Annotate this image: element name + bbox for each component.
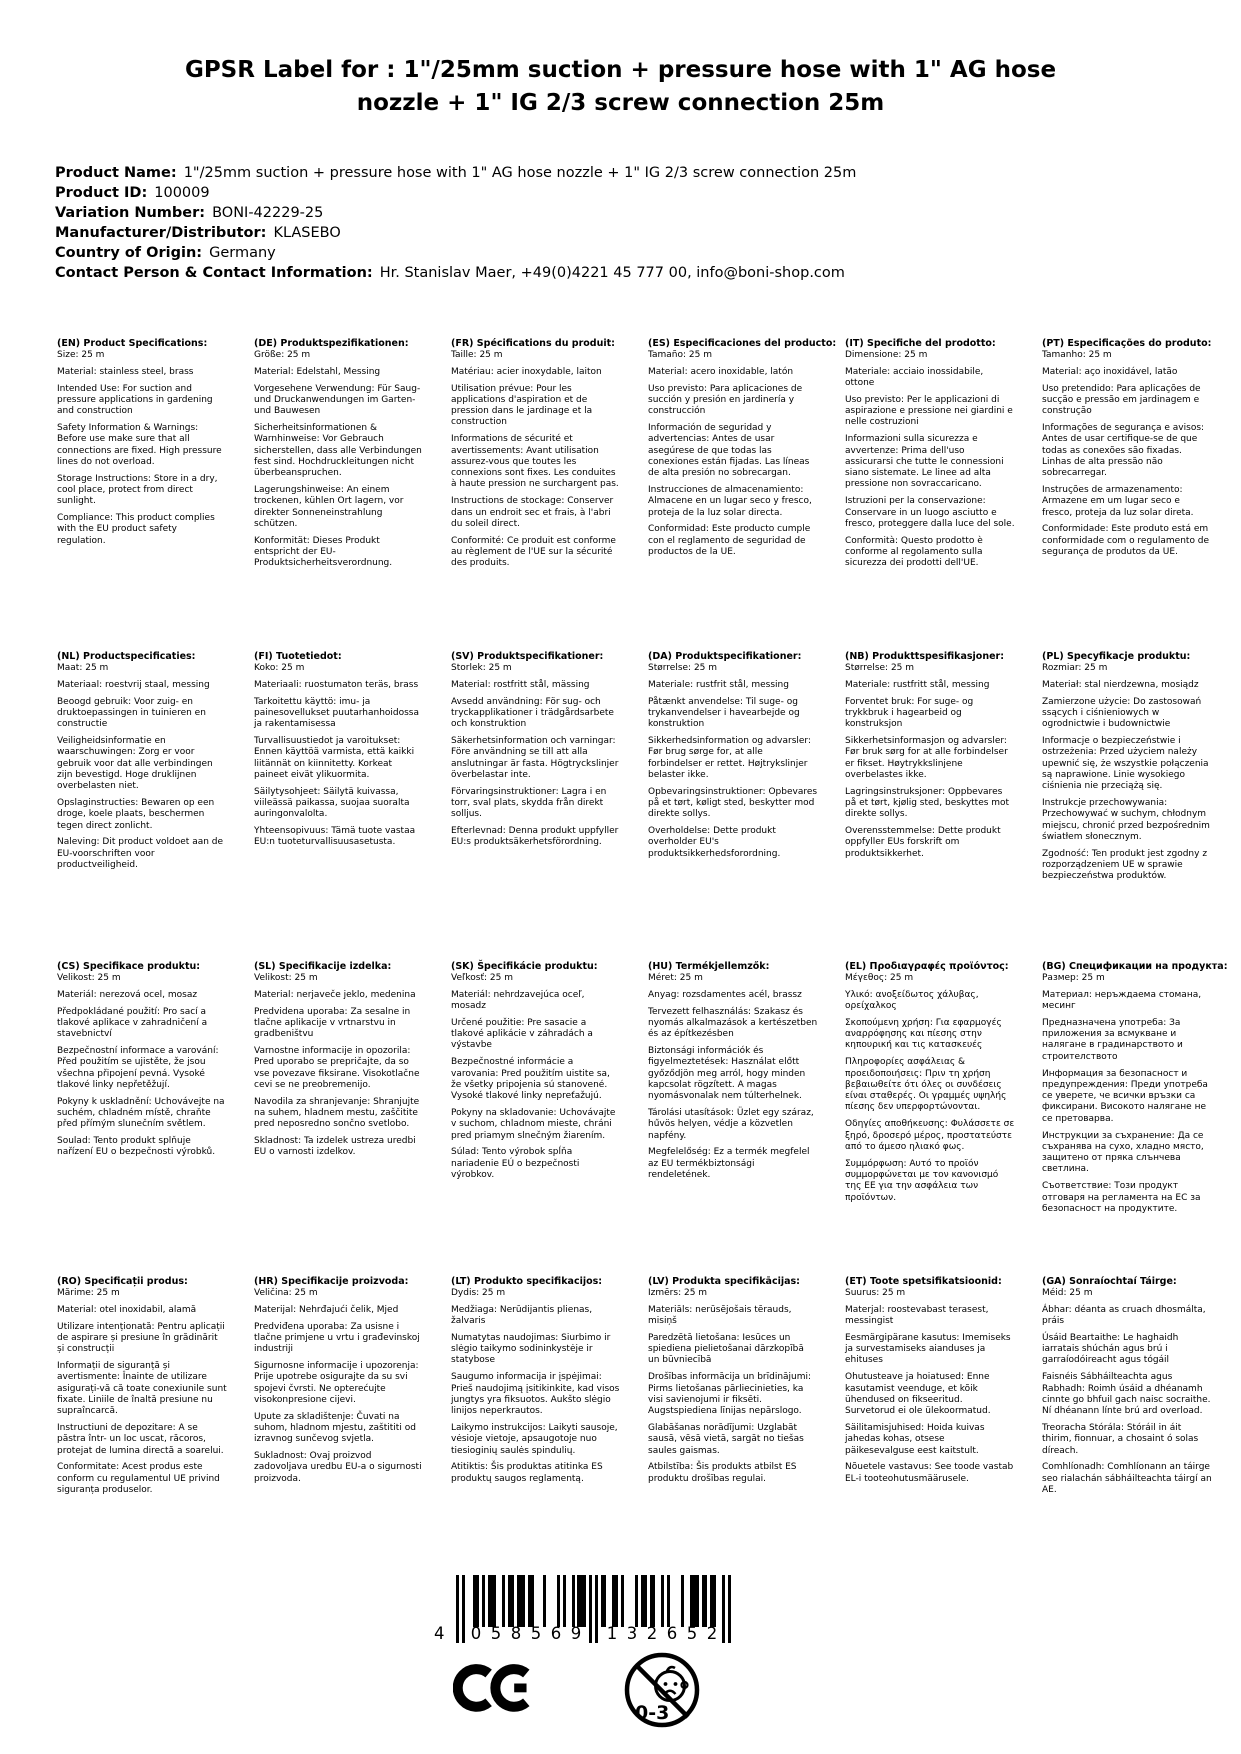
spec-paragraph: Conformidade: Este produto está em conformidade com o regulamento de segurança de produtos da UE. — [1042, 524, 1210, 557]
spec-block-header: (EN) Product Specifications: — [57, 338, 208, 349]
spec-block-header: (PL) Specyfikacje produktu: — [1042, 651, 1191, 662]
spec-paragraph: Conformité: Ce produit est conforme au règlement de l'UE sur la sécurité des produits. — [451, 535, 616, 569]
spec-block-header: (HR) Specifikacije proizvoda: — [254, 1276, 409, 1287]
spec-block-header: (DA) Produktspecifikationer: — [648, 651, 802, 662]
product-field-label: Contact Person & Contact Information: — [55, 265, 373, 281]
spec-paragraph: Atitiktis: Šis produktas atitinka ES produktų saugos reglamentą. — [451, 1462, 603, 1484]
spec-paragraph: Съответствие: Този продукт отговаря на регламента на ЕС за безопасност на продуктите. — [1042, 1181, 1201, 1214]
product-field-row-1 — [55, 183, 856, 203]
spec-row-3 — [57, 961, 1228, 1221]
spec-block-header: (ES) Especificaciones del producto: — [648, 338, 837, 349]
spec-paragraph: Materiał: stal nierdzewna, mosiądz — [1042, 679, 1199, 690]
spec-block-sk — [451, 961, 621, 1221]
spec-paragraph: Koko: 25 m — [254, 663, 305, 673]
spec-paragraph: Μέγεθος: 25 m — [845, 973, 914, 983]
spec-paragraph: Utilizare intenționată: Pentru aplicații de aspirare și presiune în grădinărit și construcții — [57, 1321, 225, 1355]
product-field-row-4 — [55, 243, 856, 263]
spec-paragraph: Materiale: rustfrit stål, messing — [648, 679, 789, 690]
spec-paragraph: Instrukcje przechowywania: Przechowywać w suchym, chłodnym miejscu, chronić przed bezpośrednim światłem słonecznym. — [1042, 797, 1210, 842]
product-field-row-0 — [55, 163, 856, 183]
spec-paragraph: Materiaal: roestvrij staal, messing — [57, 679, 210, 690]
spec-paragraph: Turvallisuustiedot ja varoitukset: Ennen käyttöä varmista, että kaikki liitännät on kiinnitetty. Korkeat paineet eivät ylikuormita. — [254, 735, 415, 780]
spec-paragraph: Izmērs: 25 m — [648, 1288, 708, 1298]
spec-paragraph: Compliance: This product complies with the EU product safety regulation. — [57, 513, 215, 546]
product-field-label: Product ID: — [55, 185, 148, 201]
spec-block-pt — [1042, 338, 1212, 575]
spec-paragraph: Størrelse: 25 m — [845, 663, 915, 673]
spec-paragraph: Safety Information & Warnings: Before use make sure that all connections are fixed. High pressure lines do not overload. — [57, 422, 222, 467]
spec-paragraph: Størrelse: 25 m — [648, 663, 718, 673]
spec-block-fi — [254, 651, 424, 888]
age-warning-svg — [623, 1651, 701, 1729]
spec-block-pl — [1042, 651, 1212, 888]
spec-paragraph: Ohutusteave ja hoiatused: Enne kasutamist veenduge, et kõik ühendused on fikseeritud. Survetorud ei ole ülekoormatud. — [845, 1372, 991, 1417]
spec-paragraph: Uso previsto: Per le applicazioni di aspirazione e pressione nei giardini e nelle costruzioni — [845, 394, 1013, 428]
product-field-label: Variation Number: — [55, 205, 206, 221]
spec-block-header: (SL) Specifikacije izdelka: — [254, 961, 392, 972]
spec-paragraph: Informations de sécurité et avertissements: Avant utilisation assurez-vous que toutes les connexions sont fixes. Les conduites à haute pression ne surchargent pas. — [451, 434, 619, 490]
ce-mark-svg — [453, 1662, 533, 1745]
product-field-value: Hr. Stanislav Maer, +49(0)4221 45 777 00, info@boni-shop.com — [379, 265, 845, 281]
spec-block-ro — [57, 1276, 227, 1502]
barcode-digit: 5 — [490, 1624, 502, 1643]
spec-block-sl — [254, 961, 424, 1221]
spec-paragraph: Uso previsto: Para aplicaciones de succión y presión en jardinería y construcción — [648, 383, 803, 417]
spec-paragraph: Eesmärgipärane kasutus: Imemiseks ja survestamiseks aianduses ja ehituses — [845, 1332, 1011, 1366]
spec-paragraph: Material: aço inoxidável, latão — [1042, 366, 1178, 377]
page-title — [0, 54, 1241, 120]
spec-block-header: (FI) Tuotetiedot: — [254, 651, 342, 662]
spec-block-es — [648, 338, 837, 575]
spec-block-it — [845, 338, 1015, 575]
spec-paragraph: Instrucciones de almacenamiento: Almacene en un lugar seco y fresco, proteja de la luz solar directa. — [648, 484, 812, 518]
barcode-digit: 1 — [606, 1624, 618, 1643]
spec-paragraph: Rozmiar: 25 m — [1042, 663, 1108, 673]
spec-paragraph: Medžiaga: Nerūdijantis plienas, žalvaris — [451, 1304, 593, 1327]
product-field-row-5 — [55, 263, 856, 283]
spec-paragraph: Varnostne informacije in opozorila: Pred uporabo se prepričajte, da so vse povezave fiksirane. Visokotlačne cevi se ne preobremenijo. — [254, 1045, 420, 1090]
spec-paragraph: Conformità: Questo prodotto è conforme al regolamento sulla sicurezza dei prodotti dell'UE. — [845, 535, 983, 569]
spec-paragraph: Opbevaringsinstruktioner: Opbevares på et tørt, køligt sted, beskytter mod direkte sollys. — [648, 786, 818, 820]
spec-paragraph: Instruções de armazenamento: Armazene em um lugar seco e fresco, proteja da luz solar direta. — [1042, 484, 1194, 518]
spec-paragraph: Materiaali: ruostumaton teräs, brass — [254, 679, 419, 690]
spec-paragraph: Intended Use: For suction and pressure applications in gardening and construction — [57, 383, 213, 417]
spec-paragraph: Suurus: 25 m — [845, 1288, 906, 1298]
spec-paragraph: Předpokládané použití: Pro sací a tlakové aplikace v zahradničení a stavebnictví — [57, 1006, 208, 1040]
spec-paragraph: Matériau: acier inoxydable, laiton — [451, 366, 602, 377]
spec-paragraph: Material: nerjaveče jeklo, medenina — [254, 989, 416, 1000]
spec-block-hu — [648, 961, 818, 1221]
spec-block-header: (HU) Termékjellemzők: — [648, 961, 770, 972]
spec-paragraph: Storlek: 25 m — [451, 663, 512, 673]
barcode-digit: 0 — [470, 1624, 482, 1643]
spec-paragraph: Atbilstība: Šis produkts atbilst ES produktu drošības regulai. — [648, 1462, 797, 1484]
spec-paragraph: Ábhar: déanta as cruach dhosmálta, práis — [1042, 1304, 1206, 1327]
spec-block-nl — [57, 651, 227, 888]
spec-paragraph: Méret: 25 m — [648, 973, 703, 983]
spec-paragraph: Υλικό: ανοξείδωτος χάλυβας, ορείχαλκος — [845, 989, 979, 1012]
spec-paragraph: Предназначена употреба: За приложения за всмукване и налягане в градинарството и строителството — [1042, 1017, 1183, 1062]
spec-paragraph: Konformität: Dieses Produkt entspricht der EU-Produktsicherheitsverordnung. — [254, 535, 393, 569]
spec-paragraph: Σκοπούμενη χρήση: Για εφαρμογές αναρρόφησης και πίεσης στην κηπουρική και τις κατασκευές — [845, 1017, 1002, 1051]
spec-paragraph: Overensstemmelse: Dette produkt oppfyller EUs forskrift om produktsikkerhet. — [845, 826, 1001, 859]
spec-paragraph: Πληροφορίες ασφάλειας & προειδοποιήσεις: Πριν τη χρήση βεβαιωθείτε ότι όλες οι συνδέσεις είναι σταθερές. Οι γραμμές υψηλής πίεσης δεν υπερφορτώνονται. — [845, 1057, 1007, 1113]
spec-paragraph: Tamanho: 25 m — [1042, 350, 1112, 360]
age-warning-0-3-icon — [623, 1651, 701, 1733]
spec-paragraph: Förvaringsinstruktioner: Lagra i en torr, sval plats, skydda från direkt solljus. — [451, 786, 607, 820]
spec-paragraph: Opslaginstructies: Bewaren op een droge, koele plaats, beschermen tegen direct zonlicht. — [57, 797, 215, 831]
spec-paragraph: Sukladnost: Ovaj proizvod zadovoljava uredbu EU-a o sigurnosti proizvoda. — [254, 1451, 422, 1484]
spec-paragraph: Zgodność: Ten produkt jest zgodny z rozporządzeniem UE w sprawie bezpieczeństwa produktów. — [1042, 848, 1208, 882]
spec-paragraph: Comhlíonadh: Comhlíonann an táirge seo rialachán sábháilteachta táirgí an AE. — [1042, 1462, 1212, 1495]
spec-paragraph: Инструкции за съхранение: Да се съхранява на сухо, хладно място, защитено от пряка слънчева светлина. — [1042, 1130, 1204, 1175]
spec-block-header: (ET) Toote spetsifikatsioonid: — [845, 1276, 1002, 1287]
spec-block-hr — [254, 1276, 424, 1502]
spec-paragraph: Veličina: 25 m — [254, 1288, 318, 1298]
spec-paragraph: Avsedd användning: För sug- och tryckapplikationer i trädgårdsarbete och konstruktion — [451, 696, 614, 730]
spec-paragraph: Material: Edelstahl, Messing — [254, 366, 381, 377]
spec-paragraph: Drošības informācija un brīdinājumi: Pirms lietošanas pārliecinieties, ka visi savienojumi ir fiksēti. Augstspiediena līnijas nepārslogo. — [648, 1372, 812, 1417]
spec-row-4 — [57, 1276, 1212, 1502]
product-field-value: BONI-42229-25 — [212, 205, 324, 221]
spec-block-cs — [57, 961, 227, 1221]
spec-paragraph: Maat: 25 m — [57, 663, 109, 673]
spec-block-header: (PT) Especificações do produto: — [1042, 338, 1212, 349]
spec-paragraph: Laikymo instrukcijos: Laikyti sausoje, vėsioje vietoje, apsaugotoje nuo tiesioginių saulės spindulių. — [451, 1422, 618, 1456]
page-title-line2: nozzle + 1" IG 2/3 screw connection 25m — [356, 90, 885, 116]
ce-mark-icon — [453, 1662, 533, 1749]
spec-block-header: (LT) Produkto specifikacijos: — [451, 1276, 603, 1287]
spec-paragraph: Velikost: 25 m — [254, 973, 318, 983]
spec-paragraph: Instructiuni de depozitare: A se păstra într- un loc uscat, răcoros, protejat de lumina directă a soarelui. — [57, 1422, 224, 1456]
spec-paragraph: Sicherheitsinformationen & Warnhinweise: Vor Gebrauch sicherstellen, dass alle Verbindungen fest sind. Hochdruckleitungen nicht überbeanspruchen. — [254, 422, 422, 479]
spec-paragraph: Anyag: rozsdamentes acél, brassz — [648, 989, 802, 1000]
spec-paragraph: Utilisation prévue: Pour les applications d'aspiration et de pression dans le jardinage et la construction — [451, 383, 593, 428]
spec-paragraph: Materiāls: nerūsējošais tērauds, misiņš — [648, 1304, 792, 1327]
product-field-label: Manufacturer/Distributor: — [55, 225, 267, 241]
spec-paragraph: Méid: 25 m — [1042, 1288, 1093, 1298]
spec-block-nb — [845, 651, 1015, 888]
spec-paragraph: Saugumo informacija ir įspėjimai: Prieš naudojimą įsitikinkite, kad visos jungtys yra fiksuotos. Aukšto slėgio linijos neperkrautos. — [451, 1372, 620, 1417]
spec-block-header: (GA) Sonraíochtaí Táirge: — [1042, 1276, 1177, 1287]
spec-paragraph: Taille: 25 m — [451, 350, 503, 360]
spec-block-el — [845, 961, 1015, 1221]
spec-paragraph: Velikost: 25 m — [57, 973, 121, 983]
spec-row-2 — [57, 651, 1212, 888]
spec-paragraph: Vorgesehene Verwendung: Für Saug- und Druckanwendungen im Garten- und Bauwesen — [254, 383, 421, 417]
spec-paragraph: Материал: неръждаема стомана, месинг — [1042, 989, 1202, 1012]
spec-paragraph: Zamierzone użycie: Do zastosowań ssących i ciśnieniowych w ogrodnictwie i budownictwie — [1042, 696, 1202, 730]
spec-paragraph: Overholdelse: Dette produkt overholder EU's produktsikkerhedsforordning. — [648, 826, 781, 859]
spec-paragraph: Materiale: rustfritt stål, messing — [845, 679, 990, 690]
spec-paragraph: Skladnost: Ta izdelek ustreza uredbi EU o varnosti izdelkov. — [254, 1136, 416, 1158]
spec-paragraph: Tárolási utasítások: Üzlet egy száraz, hűvös helyen, védje a közvetlen napfény. — [648, 1107, 814, 1141]
spec-paragraph: Tamaño: 25 m — [648, 350, 712, 360]
spec-block-en — [57, 338, 227, 575]
spec-paragraph: Размер: 25 m — [1042, 973, 1105, 983]
spec-block-header: (BG) Спецификации на продукта: — [1042, 961, 1228, 972]
barcode-right-digits — [602, 1625, 722, 1643]
spec-paragraph: Materiál: nerezová ocel, mosaz — [57, 989, 198, 1000]
barcode-left-digits — [466, 1625, 586, 1643]
spec-paragraph: Yhteensopivuus: Tämä tuote vastaa EU:n tuoteturvallisuusasetusta. — [254, 826, 416, 848]
spec-paragraph: Sikkerhetsinformasjon og advarsler: Før bruk sørg for at alle forbindelser er fikset. Høytrykkslinjene overbelastes ikke. — [845, 735, 1008, 780]
product-field-value: 1"/25mm suction + pressure hose with 1" AG hose nozzle + 1" IG 2/3 screw connection 25m — [183, 165, 857, 181]
spec-paragraph: Nõuetele vastavus: See toode vastab EL-i tooteohutusmäärusele. — [845, 1462, 1014, 1484]
spec-paragraph: Material: otel inoxidabil, alamă — [57, 1304, 197, 1315]
product-info-block — [55, 163, 856, 283]
spec-block-header: (SV) Produktspecifikationer: — [451, 651, 604, 662]
spec-block-header: (LV) Produkta specifikācijas: — [648, 1276, 800, 1287]
product-field-value: 100009 — [154, 185, 210, 201]
barcode-digit: 6 — [666, 1624, 678, 1643]
barcode-digit: 5 — [530, 1624, 542, 1643]
spec-block-header: (CS) Specifikace produktu: — [57, 961, 201, 972]
spec-block-header: (NL) Productspecificaties: — [57, 651, 196, 662]
spec-paragraph: Upute za skladištenje: Čuvati na suhom, hladnom mjestu, zaštititi od izravnog sunčevog svjetla. — [254, 1411, 416, 1445]
spec-block-header: (SK) Špecifikácie produktu: — [451, 961, 598, 972]
spec-paragraph: Megfelelőség: Ez a termék megfelel az EU termékbiztonsági rendeletének. — [648, 1147, 810, 1180]
product-field-row-3 — [55, 223, 856, 243]
spec-paragraph: Materiale: acciaio inossidabile, ottone — [845, 366, 984, 389]
spec-paragraph: Größe: 25 m — [254, 350, 311, 360]
spec-paragraph: Material: acero inoxidable, latón — [648, 366, 794, 377]
barcode-digit: 2 — [706, 1624, 718, 1643]
barcode-digit: 9 — [570, 1624, 582, 1643]
barcode-digit: 8 — [510, 1624, 522, 1643]
spec-block-header: (IT) Specifiche del prodotto: — [845, 338, 996, 349]
spec-paragraph: Tervezett felhasználás: Szakasz és nyomás alkalmazások a kertészetben és az építkezésben — [648, 1006, 818, 1040]
spec-paragraph: Materijal: Nehrđajući čelik, Mjed — [254, 1304, 399, 1315]
spec-paragraph: Veľkosť: 25 m — [451, 973, 513, 983]
barcode-digit: 5 — [686, 1624, 698, 1643]
spec-paragraph: Lagerungshinweise: An einem trockenen, kühlen Ort lagern, vor direkter Sonneneinstrahlung schützen. — [254, 484, 404, 529]
spec-paragraph: Soulad: Tento produkt splňuje nařízení EU o bezpečnosti výrobků. — [57, 1136, 216, 1158]
spec-paragraph: Dimensione: 25 m — [845, 350, 928, 360]
spec-paragraph: Informacje o bezpieczeństwie i ostrzeżenia: Przed użyciem należy upewnić się, że wszystkie połączenia są naprawione. Linie wysokiego ciśnienia nie przeciążą się. — [1042, 735, 1209, 792]
spec-paragraph: Pokyny k uskladnění: Uchovávejte na suchém, chladném místě, chraňte před přímým slunečním světlem. — [57, 1096, 225, 1130]
spec-block-sv — [451, 651, 621, 888]
spec-paragraph: Materjal: roostevabast terasest, messingist — [845, 1304, 989, 1327]
spec-block-ga — [1042, 1276, 1212, 1502]
spec-paragraph: Predviđena uporaba: Za usisne i tlačne primjene u vrtu i građevinskoj industriji — [254, 1321, 420, 1355]
ean-barcode — [434, 1575, 732, 1649]
barcode-digit: 2 — [646, 1624, 658, 1643]
product-field-label: Product Name: — [55, 165, 177, 181]
spec-paragraph: Istruzioni per la conservazione: Conservare in un luogo asciutto e fresco, proteggere dalla luce del sole. — [845, 496, 1015, 529]
spec-paragraph: Materiál: nehrdzavejúca oceľ, mosadz — [451, 989, 585, 1012]
spec-paragraph: Informații de siguranță și avertismente: Înainte de utilizare asigurați-vă că toate conexiunile sunt fixate. Liniile de înaltă presiune nu supraîncarcă. — [57, 1360, 227, 1417]
spec-paragraph: Naleving: Dit product voldoet aan de EU-voorschriften voor productveiligheid. — [57, 837, 224, 870]
spec-block-header: (FR) Spécifications du produit: — [451, 338, 615, 349]
spec-paragraph: Påtænkt anvendelse: Til suge- og trykanvendelser i havearbejde og konstruktion — [648, 696, 800, 730]
product-field-value: Germany — [209, 245, 276, 261]
product-field-value: KLASEBO — [273, 225, 341, 241]
spec-paragraph: Storage Instructions: Store in a dry, cool place, protect from direct sunlight. — [57, 473, 218, 507]
barcode-lead-digit: 4 — [434, 1624, 445, 1643]
spec-paragraph: Predvidena uporaba: Za sesalne in tlačne aplikacije v vrtnarstvu in gradbeništvu — [254, 1006, 411, 1040]
spec-paragraph: Conformitate: Acest produs este conform cu regulamentul UE privind siguranța produselor. — [57, 1462, 220, 1495]
spec-paragraph: Treoracha Stórála: Stóráil in áit thirim, fionnuar, a chosaint ó solas díreach. — [1042, 1422, 1199, 1456]
spec-paragraph: Pokyny na skladovanie: Uchovávajte v suchom, chladnom mieste, chráni pred priamym slnečným žiarením. — [451, 1107, 616, 1141]
age-warning-text: 0-3 — [635, 1702, 670, 1724]
spec-block-lv — [648, 1276, 818, 1502]
barcode-bar — [728, 1575, 731, 1643]
spec-paragraph: Συμμόρφωση: Αυτό το προϊόν συμμορφώνεται με τον κανονισμό της ΕΕ για την ασφάλεια των προϊόντων. — [845, 1158, 999, 1203]
spec-paragraph: Súlad: Tento výrobok spĺňa nariadenie EÚ o bezpečnosti výrobkov. — [451, 1147, 580, 1180]
spec-block-de — [254, 338, 424, 575]
spec-paragraph: Информация за безопасност и предупреждения: Преди употреба се уверете, че всички връзки са фиксирани. Високото налягане не се претоварва. — [1042, 1068, 1208, 1124]
spec-paragraph: Información de seguridad y advertencias: Antes de usar asegúrese de que todas las conexiones están fijadas. Las líneas de alta presión no sobrecargan. — [648, 422, 810, 479]
spec-paragraph: Faisnéis Sábháilteachta agus Rabhadh: Roimh úsáid a dhéanamh cinnte go bhfuil gach naisc socraithe. Ní dhéanann línte brú ard overload. — [1042, 1372, 1211, 1417]
spec-row-1 — [57, 338, 1212, 575]
spec-paragraph: Paredzētā lietošana: Iesūces un spiediena pielietošanai dārzkopībā un būvniecībā — [648, 1332, 804, 1366]
spec-paragraph: Sikkerhedsinformation og advarsler: Før brug sørge for, at alle forbindelser er rettet. Højtrykslinjer belaster ikke. — [648, 735, 811, 780]
spec-paragraph: Numatytas naudojimas: Siurbimo ir slėgio taikymo sodininkystėje ir statybose — [451, 1332, 611, 1366]
spec-block-header: (NB) Produkttspesifikasjoner: — [845, 651, 1005, 662]
spec-paragraph: Sigurnosne informacije i upozorenja: Prije upotrebe osigurajte da su svi spojevi čvrsti. Ne opterećujte visokonpresione cijevi. — [254, 1360, 419, 1405]
spec-paragraph: Dydis: 25 m — [451, 1288, 506, 1298]
spec-paragraph: Veiligheidsinformatie en waarschuwingen: Zorg er voor gebruik voor dat alle verbindingen zijn bevestigd. Hoge druklijnen overbelasten niet. — [57, 735, 213, 792]
spec-paragraph: Beoogd gebruik: Voor zuig- en druktoepassingen in tuinieren en constructie — [57, 696, 206, 730]
barcode-digit: 6 — [550, 1624, 562, 1643]
product-field-row-2 — [55, 203, 856, 223]
spec-block-bg — [1042, 961, 1228, 1221]
spec-paragraph: Material: rostfritt stål, mässing — [451, 679, 590, 690]
spec-paragraph: Lagringsinstruksjoner: Oppbevares på et tørt, kjølig sted, beskyttes mot direkte sollys. — [845, 786, 1010, 820]
spec-block-et — [845, 1276, 1015, 1502]
spec-paragraph: Bezpečnostné informácie a varovania: Pred použitím uistite sa, že všetky pripojenia sú stanovené. Vysoké tlakové linky nepreťažujú. — [451, 1057, 610, 1102]
spec-paragraph: Efterlevnad: Denna produkt uppfyller EU:s produktsäkerhetsförordning. — [451, 826, 619, 848]
spec-paragraph: Bezpečnostní informace a varování: Před použitím se ujistěte, že jsou všechna připojení pevná. Vysoké tlakové linky nepřetěžují. — [57, 1045, 219, 1090]
spec-block-header: (DE) Produktspezifikationen: — [254, 338, 409, 349]
spec-paragraph: Säilitamisjuhised: Hoida kuivas jahedas kohas, otsese päikesevalguse eest kaitstult. — [845, 1422, 985, 1456]
spec-paragraph: Informações de segurança e avisos: Antes de usar certifique-se de que todas as conexões são fixadas. Linhas de alta pressão não sobrecarregar. — [1042, 422, 1205, 479]
page-title-line1: GPSR Label for : 1"/25mm suction + pressure hose with 1" AG hose — [184, 57, 1057, 83]
spec-paragraph: Tarkoitettu käyttö: imu- ja painesovellukset puutarhanhoidossa ja rakentamisessa — [254, 696, 420, 730]
spec-paragraph: Určené použitie: Pre sasacie a tlakové aplikácie v záhradách a výstavbe — [451, 1017, 593, 1051]
spec-paragraph: Informazioni sulla sicurezza e avvertenze: Prima dell'uso assicurarsi che tutte le connessioni siano sistemate. Le linee ad alta pressione non sovraccaricano. — [845, 434, 1004, 490]
spec-block-lt — [451, 1276, 621, 1502]
spec-block-header: (EL) Προδιαγραφές προϊόντος: — [845, 961, 1009, 972]
product-field-label: Country of Origin: — [55, 245, 203, 261]
spec-paragraph: Säkerhetsinformation och varningar: Före användning se till att alla anslutningar är fasta. Högtryckslinjer överbelastar inte. — [451, 735, 619, 780]
spec-block-da — [648, 651, 818, 888]
spec-paragraph: Navodila za shranjevanje: Shranjujte na suhem, hladnem mestu, zaščitite pred neposredno sončno svetlobo. — [254, 1096, 420, 1130]
spec-block-header: (RO) Specificații produs: — [57, 1276, 188, 1287]
barcode-digit: 3 — [626, 1624, 638, 1643]
spec-paragraph: Uso pretendido: Para aplicações de sucção e pressão em jardinagem e construção — [1042, 383, 1201, 417]
spec-paragraph: Size: 25 m — [57, 350, 105, 360]
spec-paragraph: Forventet bruk: For suge- og trykkbruk i hagearbeid og konstruksjon — [845, 696, 974, 730]
spec-paragraph: Mărime: 25 m — [57, 1288, 120, 1298]
spec-block-fr — [451, 338, 621, 575]
spec-paragraph: Biztonsági információk és figyelmeztetések: Használat előtt győződjön meg arról, hogy minden kapcsolat rögzített. A magas nyomásvonalak nem túlterhelnek. — [648, 1045, 806, 1102]
spec-paragraph: Conformidad: Este producto cumple con el reglamento de seguridad de productos de la UE. — [648, 524, 811, 557]
spec-paragraph: Material: stainless steel, brass — [57, 366, 194, 377]
spec-paragraph: Glabāšanas norādījumi: Uzglabāt sausā, vēsā vietā, sargāt no tiešas saules gaismas. — [648, 1422, 804, 1456]
spec-paragraph: Instructions de stockage: Conserver dans un endroit sec et frais, à l'abri du soleil direct. — [451, 496, 614, 529]
spec-paragraph: Úsáid Beartaithe: Le haghaidh iarratais shúchán agus brú i garraíodóireacht agus tógáil — [1042, 1332, 1179, 1366]
spec-paragraph: Οδηγίες αποθήκευσης: Φυλάσσετε σε ξηρό, δροσερό μέρος, προστατεύστε από το άμεσο ηλιακό φως. — [845, 1119, 1015, 1152]
spec-paragraph: Säilytysohjeet: Säilytä kuivassa, viileässä paikassa, suojaa suoralta auringonvalolta. — [254, 786, 410, 820]
